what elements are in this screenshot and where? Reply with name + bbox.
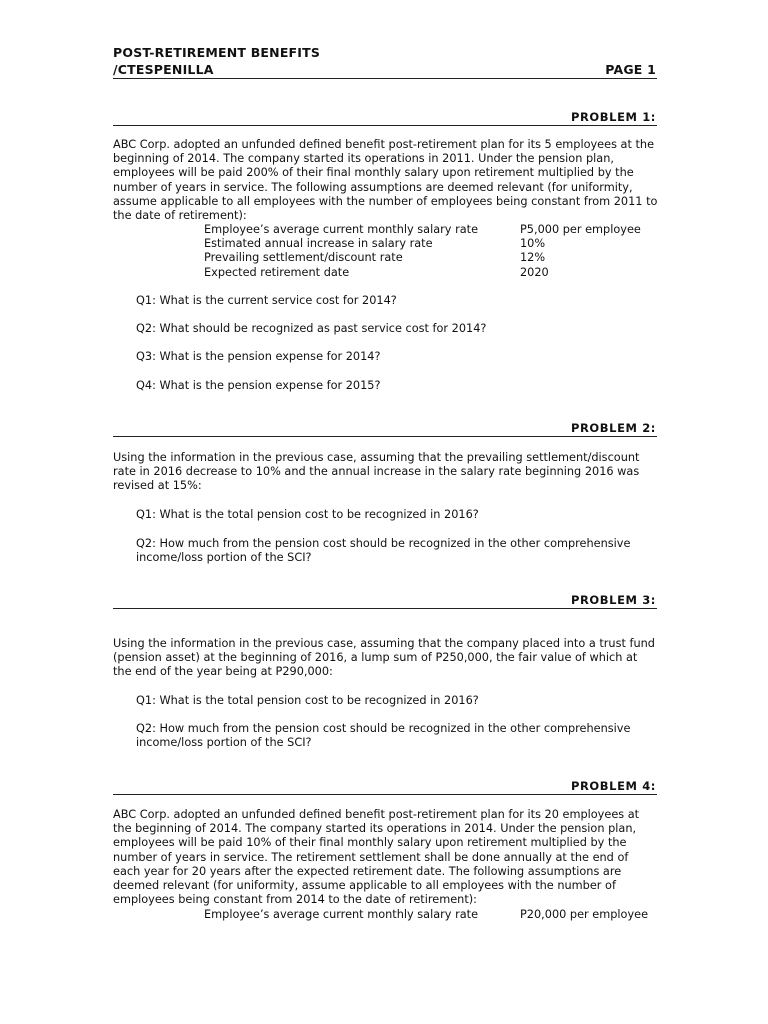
assumption-row	[204, 266, 664, 280]
problem-2-label: PROBLEM 2:	[570, 421, 656, 435]
assumption-label: Expected retirement date	[204, 265, 350, 279]
assumption-row	[204, 223, 664, 237]
problem-2-divider	[113, 436, 657, 437]
header-divider	[113, 78, 657, 79]
assumption-row	[204, 237, 664, 251]
problem-4-label: PROBLEM 4:	[570, 779, 656, 793]
problem-4-divider	[113, 794, 657, 795]
problem-1-divider	[113, 125, 657, 126]
assumption-row	[204, 908, 664, 922]
problem-1-text: ABC Corp. adopted an unfunded defined benefit post-retirement plan for its 5 employees at the beginning of 2014. The company started its operations in 2011. Under the pension plan, employees will be paid 200% of their final monthly salary upon retirement multiplied by the number of years in service. The following assumptions are deemed relevant (for uniformity, assume applicable to all employees with the number of employees being constant from 2011 to the date of retirement):	[113, 138, 658, 223]
problem-2-question-1: Q1: What is the total pension cost to be recognized in 2016?	[136, 508, 479, 521]
assumption-value: P5,000 per employee	[520, 223, 641, 236]
problem-3-label: PROBLEM 3:	[570, 593, 656, 607]
assumption-value: 10%	[520, 237, 546, 251]
problem-4-text: ABC Corp. adopted an unfunded defined benefit post-retirement plan for its 20 employees at the beginning of 2014. The company started its operations in 2014. Under the pension plan, employees will be paid 10% of their final monthly salary upon retirement multiplied by the number of years in service. The retirement settlement shall be done annually at the end of each year for 20 years after the expected retirement date. The following assumptions are deemed relevant (for uniformity, assume applicable to all employees with the number of employees being constant from 2014 to the date of retirement):	[113, 808, 640, 907]
author-tag: /CTESPENILLA	[113, 62, 214, 77]
problem-3-question-1: Q1: What is the total pension cost to be recognized in 2016?	[136, 694, 479, 707]
problem-4-assumptions	[204, 908, 664, 922]
problem-3-question-2: Q2: How much from the pension cost should be recognized in the other comprehensive income/loss portion of the SCI?	[136, 722, 631, 750]
problem-3-divider	[113, 608, 657, 609]
assumption-label: Estimated annual increase in salary rate	[204, 237, 433, 251]
problem-1-assumptions	[204, 223, 664, 280]
problem-2-question-2: Q2: How much from the pension cost should be recognized in the other comprehensive income/loss portion of the SCI?	[136, 537, 631, 565]
problem-1-question-3: Q3: What is the pension expense for 2014?	[136, 350, 381, 363]
problem-1-question-1: Q1: What is the current service cost for 2014?	[136, 294, 397, 307]
document-title: POST-RETIREMENT BENEFITS	[113, 45, 321, 60]
assumption-row	[204, 251, 664, 265]
problem-1-question-4: Q4: What is the pension expense for 2015?	[136, 379, 381, 392]
assumption-value: 12%	[520, 251, 546, 265]
assumption-label: Employee’s average current monthly salary rate	[204, 908, 479, 921]
problem-3-text: Using the information in the previous case, assuming that the company placed into a trust fund (pension asset) at the beginning of 2016, a lump sum of P250,000, the fair value of which at the end of the year being at P290,000:	[113, 637, 655, 679]
assumption-value: 2020	[520, 265, 549, 279]
document-subtitle-row	[113, 62, 656, 77]
assumption-value: P20,000 per employee	[520, 908, 649, 921]
page-number: PAGE 1	[605, 62, 656, 77]
problem-1-label: PROBLEM 1:	[570, 110, 656, 124]
problem-2-text: Using the information in the previous case, assuming that the prevailing settlement/discount rate in 2016 decrease to 10% and the annual increase in the salary rate beginning 2016 was revised at 15%:	[113, 451, 640, 493]
assumption-label: Prevailing settlement/discount rate	[204, 251, 403, 265]
problem-1-question-2: Q2: What should be recognized as past service cost for 2014?	[136, 322, 487, 335]
assumption-label: Employee’s average current monthly salary rate	[204, 223, 479, 236]
